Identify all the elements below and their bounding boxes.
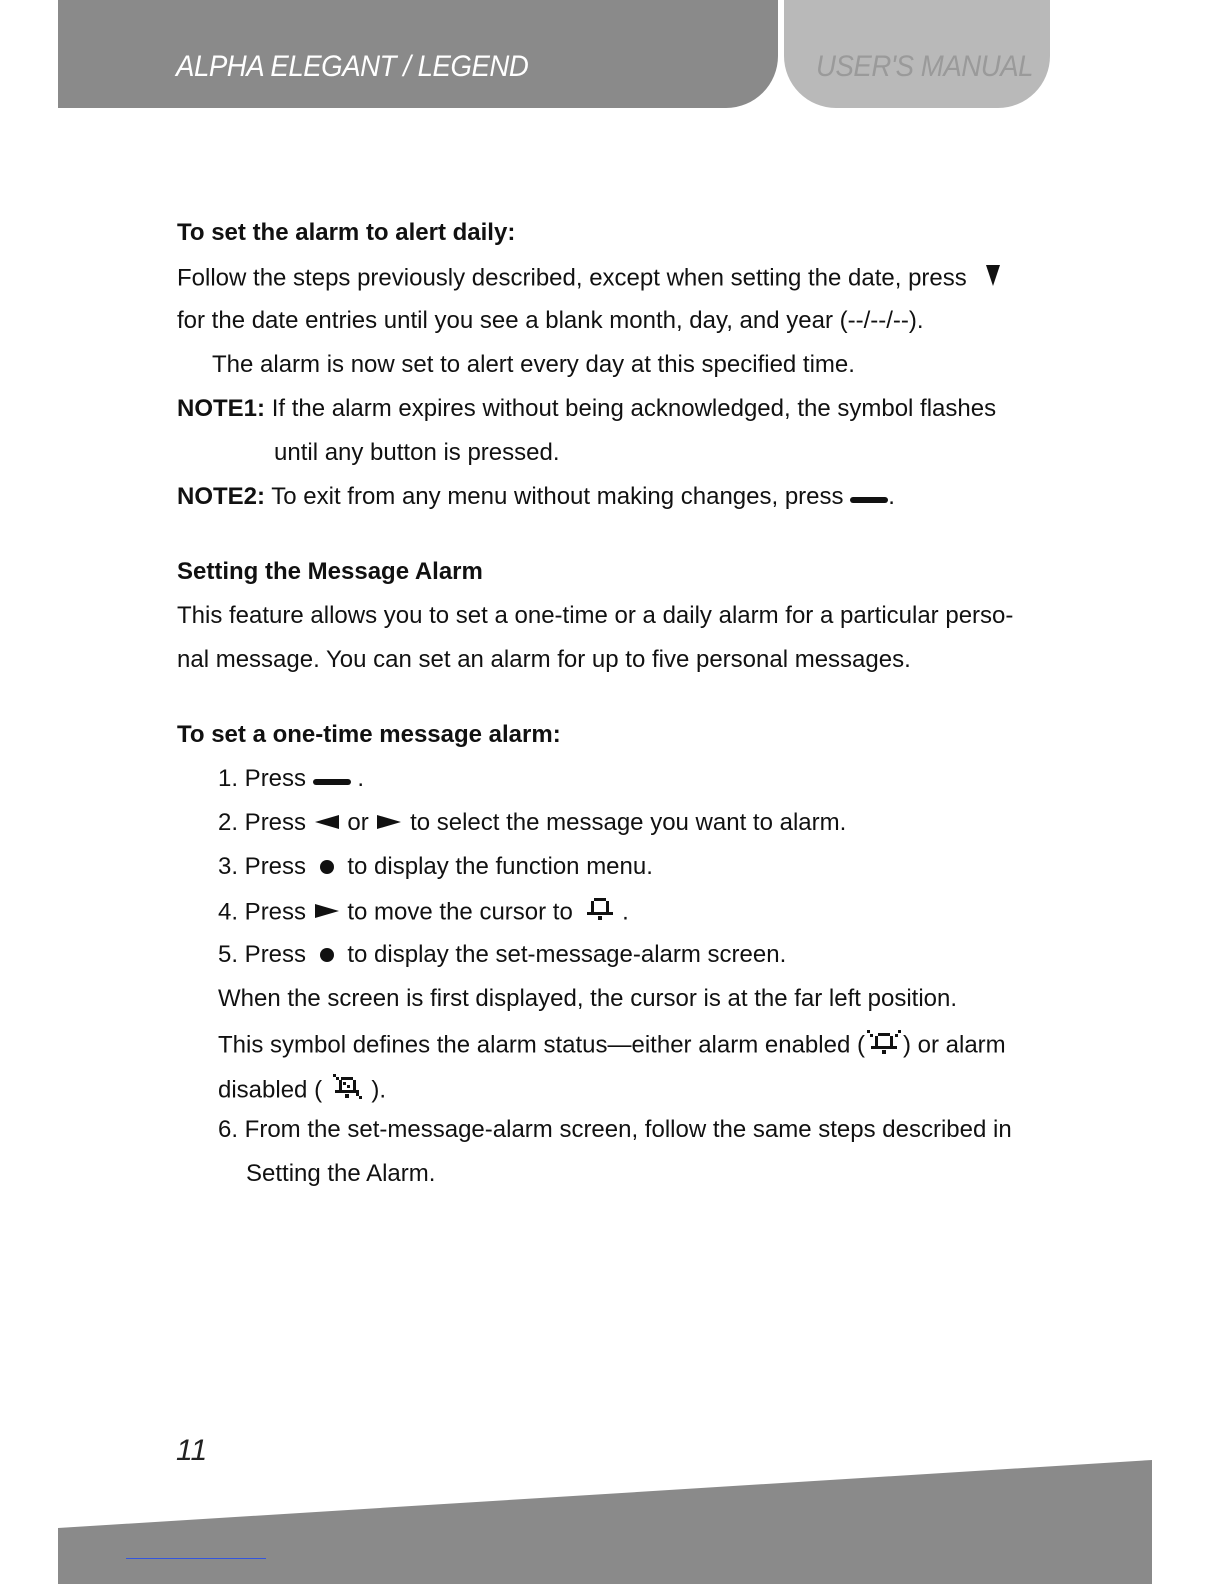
daily-line-1-text: Follow the steps previously described, except when setting the date, press	[177, 264, 967, 292]
step-6-continuation: Setting the Alarm.	[246, 1160, 436, 1187]
step-6: 6. From the set-message-alarm screen, follow the same steps described in	[218, 1116, 1012, 1143]
message-alarm-line-1: This feature allows you to set a one-time or a daily alarm for a particular perso-	[177, 602, 1014, 629]
note2-label: NOTE2:	[177, 483, 266, 510]
footer-link-underline	[126, 1558, 266, 1559]
dash-button-icon	[850, 483, 888, 513]
header-title: ALPHA ELEGANT / LEGEND	[176, 50, 529, 83]
header-manual-label: USER'S MANUAL	[816, 50, 1034, 83]
step-3-text: to display the function menu.	[347, 853, 653, 880]
step-1-text: 1. Press	[218, 765, 307, 792]
note1	[177, 394, 996, 424]
alarm-enabled-icon	[865, 1028, 903, 1064]
left-arrow-icon	[313, 809, 341, 839]
step-4-press: 4. Press	[218, 898, 307, 926]
daily-line-3: The alarm is now set to alert every day at this specified time.	[212, 351, 855, 378]
note1-label: NOTE1:	[177, 395, 266, 422]
alarm-status-text-b: ) or alarm	[902, 1031, 1006, 1059]
one-time-heading: To set a one-time message alarm:	[177, 721, 561, 748]
dot-button-icon	[319, 853, 335, 883]
step-5-text: to display the set-message-alarm screen.	[347, 941, 787, 968]
step-4-text: to move the cursor to	[347, 898, 573, 926]
step-5	[218, 940, 786, 971]
bell-icon	[585, 896, 615, 930]
daily-line-2: for the date entries until you see a blank month, day, and year (--/--/--).	[177, 307, 924, 334]
step-4	[218, 896, 629, 930]
note2-end: .	[888, 483, 895, 510]
cursor-paragraph: When the screen is first displayed, the cursor is at the far left position.	[218, 985, 958, 1012]
daily-line-1	[177, 262, 1003, 296]
footer-band	[0, 1440, 1224, 1584]
step-5-press: 5. Press	[218, 941, 307, 968]
alarm-disabled-icon	[329, 1072, 365, 1110]
dot-button-icon	[319, 941, 335, 971]
daily-heading: To set the alarm to alert daily:	[177, 219, 516, 246]
step-2	[218, 808, 846, 839]
step-2-or: or	[347, 809, 369, 836]
alarm-disabled-line	[218, 1072, 386, 1110]
step-2-press: 2. Press	[218, 809, 307, 836]
right-arrow-icon	[313, 898, 341, 928]
step-1-end: .	[357, 765, 365, 792]
message-alarm-heading: Setting the Message Alarm	[177, 558, 483, 585]
right-arrow-icon	[375, 809, 403, 839]
step-3	[218, 852, 653, 883]
note2-text: To exit from any menu without making changes, press	[271, 483, 844, 510]
note2	[177, 482, 895, 513]
down-arrow-icon	[983, 262, 1003, 296]
note1-continuation: until any button is pressed.	[274, 439, 560, 466]
step-3-press: 3. Press	[218, 853, 307, 880]
message-alarm-line-2: nal message. You can set an alarm for up to five personal messages.	[177, 646, 911, 673]
step-2-text: to select the message you want to alarm.	[410, 809, 847, 836]
note1-text: If the alarm expires without being acknowledged, the symbol flashes	[271, 395, 997, 422]
dash-button-icon	[313, 765, 351, 795]
alarm-disabled-text-a: disabled (	[218, 1076, 323, 1104]
page-number: 11	[176, 1434, 208, 1467]
alarm-status-text-a: This symbol defines the alarm status—either alarm enabled (	[218, 1031, 865, 1059]
alarm-disabled-text-b: ).	[371, 1076, 387, 1104]
step-4-end: .	[622, 898, 629, 926]
alarm-status-line	[218, 1028, 1006, 1064]
step-1	[218, 764, 364, 795]
